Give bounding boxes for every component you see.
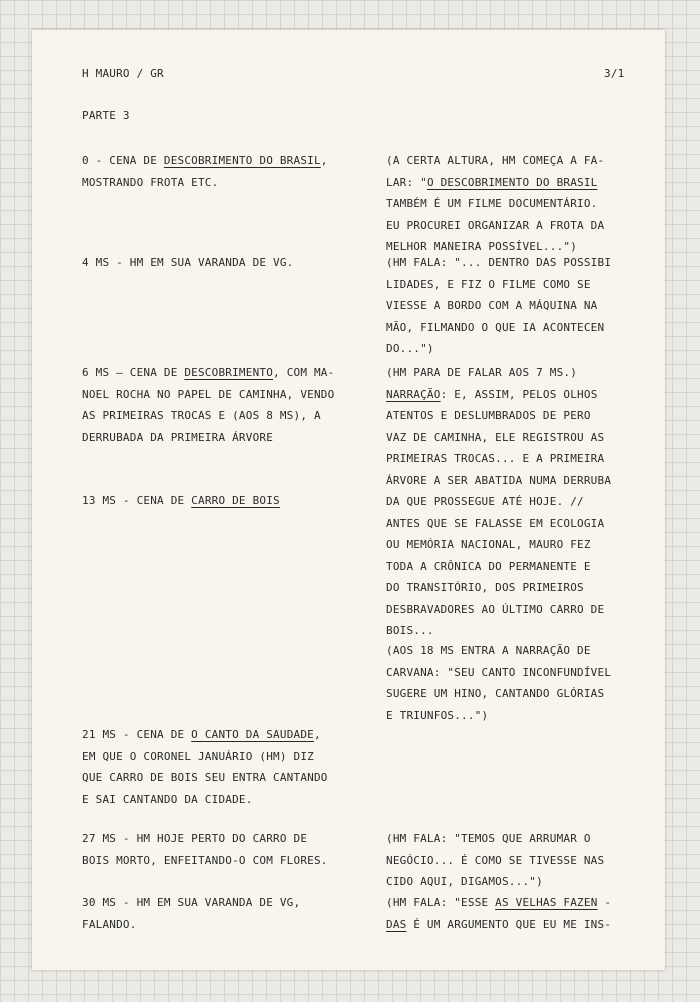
narration-line (386, 172, 598, 194)
text-segment: TODA A CRÔNICA DO PERMANENTE E (386, 559, 591, 573)
scene-line (82, 724, 321, 746)
underlined-text: O DESCOBRIMENTO DO BRASIL (426, 175, 598, 189)
narration-line (386, 534, 591, 556)
underlined-text: NARRAÇÃO (386, 387, 441, 401)
scene-line (82, 914, 137, 936)
narration-line (386, 405, 591, 427)
narration-line (386, 274, 591, 296)
text-segment: DO...") (386, 342, 434, 355)
narration-line (386, 295, 598, 317)
text-segment: TAMBÉM É UM FILME DOCUMENTÁRIO. (386, 197, 598, 210)
scene-line (82, 767, 328, 789)
narration-line (386, 683, 604, 705)
text-segment: DESBRAVADORES AO ÚLTIMO CARRO DE (386, 602, 605, 616)
text-segment: MOSTRANDO FROTA ETC. (82, 175, 219, 189)
text-segment: (A CERTA ALTURA, HM COMEÇA A FA- (386, 154, 605, 167)
narration-line (386, 828, 591, 850)
narration-line (386, 448, 604, 470)
typed-page (32, 30, 665, 970)
text-segment: NOEL ROCHA NO PAPEL DE CAMINHA, VENDO (82, 387, 335, 401)
header-left: H MAURO / GR (82, 67, 164, 80)
narration-line (386, 577, 584, 599)
underlined-text: DESCOBRIMENTO DO BRASIL (163, 154, 321, 167)
text-segment: - (597, 896, 612, 909)
text-segment: BOIS... (386, 624, 434, 637)
narration-line (386, 620, 434, 642)
text-segment: NEGÓCIO... É COMO SE TIVESSE NAS (386, 853, 605, 867)
text-segment: DO TRANSITÓRIO, DOS PRIMEIROS (386, 581, 584, 594)
scene-line (82, 746, 314, 768)
text-segment: MÃO, FILMANDO O QUE IA ACONTECEN (386, 320, 605, 334)
text-segment: É UM ARGUMENTO QUE EU ME INS- (406, 917, 612, 931)
scene-line (82, 789, 253, 811)
text-segment: ANTES QUE SE FALASSE EM ECOLOGIA (386, 516, 605, 530)
text-segment: BOIS MORTO, ENFEITANDO-O COM FLORES. (82, 853, 328, 867)
scene-line (82, 150, 328, 172)
header-page-number: 3/1 (604, 67, 625, 80)
text-segment: VAZ DE CAMINHA, ELE REGISTROU AS (386, 430, 605, 444)
scene-line (82, 892, 300, 914)
scene-line (82, 172, 218, 194)
narration-line (386, 427, 604, 449)
text-segment: , (313, 728, 321, 741)
underlined-text: AS VELHAS FAZEN (495, 896, 598, 909)
scene-line (82, 252, 294, 274)
text-segment: EU PROCUREI ORGANIZAR A FROTA DA (386, 218, 605, 232)
narration-line (386, 317, 604, 339)
text-segment: 30 MS - HM EM SUA VARANDA DE VG, (82, 896, 301, 909)
text-segment: SUGERE UM HINO, CANTANDO GLÓRIAS (386, 687, 605, 700)
narration-line (386, 513, 604, 535)
text-segment: 0 - CENA DE (82, 154, 164, 167)
text-segment: CARVANA: "SEU CANTO INCONFUNDÍVEL (386, 665, 612, 679)
narration-line (386, 384, 598, 406)
text-segment: (HM PARA DE FALAR AOS 7 MS.) (386, 366, 578, 379)
text-segment: E SAI CANTANDO DA CIDADE. (82, 792, 253, 806)
text-segment: LAR: " (386, 175, 427, 189)
text-segment: 6 MS – CENA DE (82, 366, 185, 379)
underlined-text: O CANTO DA SAUDADE (191, 728, 314, 741)
text-segment: DA QUE PROSSEGUE ATÉ HOJE. // (386, 495, 584, 508)
text-segment: (HM FALA: "TEMOS QUE ARRUMAR O (386, 832, 591, 845)
text-segment: QUE CARRO DE BOIS SEU ENTRA CANTANDO (82, 771, 328, 784)
scene-line (82, 405, 321, 427)
narration-line (386, 871, 543, 893)
text-segment: VIESSE A BORDO COM A MÁQUINA NA (386, 299, 598, 312)
narration-line (386, 252, 611, 274)
text-segment: , COM MA- (273, 366, 335, 379)
text-segment: (AOS 18 MS ENTRA A NARRAÇÃO DE (386, 644, 591, 657)
text-segment: LIDADES, E FIZ O FILME COMO SE (386, 277, 591, 291)
scene-line (82, 362, 334, 384)
narration-line (386, 556, 591, 578)
narration-line (386, 705, 488, 727)
text-segment: 4 MS - HM EM SUA VARANDA DE VG. (82, 256, 294, 269)
text-segment: ATENTOS E DESLUMBRADOS DE PERO (386, 409, 591, 422)
narration-line (386, 914, 611, 936)
part-heading: PARTE 3 (82, 109, 130, 122)
scene-line (82, 384, 334, 406)
narration-line (386, 193, 598, 215)
text-segment: CIDO AQUI, DIGAMOS...") (386, 875, 543, 888)
text-segment: DERRUBADA DA PRIMEIRA ÁRVORE (82, 430, 274, 444)
text-segment: , (320, 154, 328, 167)
text-segment: FALANDO. (82, 917, 137, 931)
text-segment: OU MEMÓRIA NACIONAL, MAURO FEZ (386, 538, 591, 551)
underlined-text: DAS (386, 917, 407, 931)
narration-line (386, 662, 611, 684)
text-segment: (HM FALA: "ESSE (386, 896, 496, 909)
text-segment: EM QUE O CORONEL JANUÁRIO (HM) DIZ (82, 749, 314, 763)
text-segment: 13 MS - CENA DE (82, 494, 192, 507)
narration-line (386, 640, 591, 662)
narration-line (386, 850, 604, 872)
text-segment: MELHOR MANEIRA POSSÍVEL...") (386, 240, 578, 253)
narration-line (386, 892, 611, 914)
underlined-text: CARRO DE BOIS (191, 494, 280, 507)
scene-line (82, 427, 273, 449)
text-segment: 27 MS - HM HOJE PERTO DO CARRO DE (82, 832, 308, 845)
narration-line (386, 491, 584, 513)
text-segment: : E, ASSIM, PELOS OLHOS (440, 387, 598, 401)
narration-line (386, 338, 434, 360)
text-segment: 21 MS - CENA DE (82, 728, 192, 741)
narration-line (386, 362, 577, 384)
text-segment: ÁRVORE A SER ABATIDA NUMA DERRUBA (386, 473, 612, 487)
text-segment: AS PRIMEIRAS TROCAS E (AOS 8 MS), A (82, 409, 321, 422)
scene-line (82, 490, 280, 512)
narration-line (386, 599, 604, 621)
scene-line (82, 828, 307, 850)
underlined-text: DESCOBRIMENTO (184, 366, 274, 379)
text-segment: E TRIUNFOS...") (386, 708, 489, 722)
narration-line (386, 150, 604, 172)
narration-line (386, 215, 604, 237)
scene-line (82, 850, 328, 872)
text-segment: (HM FALA: "... DENTRO DAS POSSIBI (386, 256, 612, 269)
narration-line (386, 470, 611, 492)
text-segment: PRIMEIRAS TROCAS... E A PRIMEIRA (386, 452, 605, 465)
